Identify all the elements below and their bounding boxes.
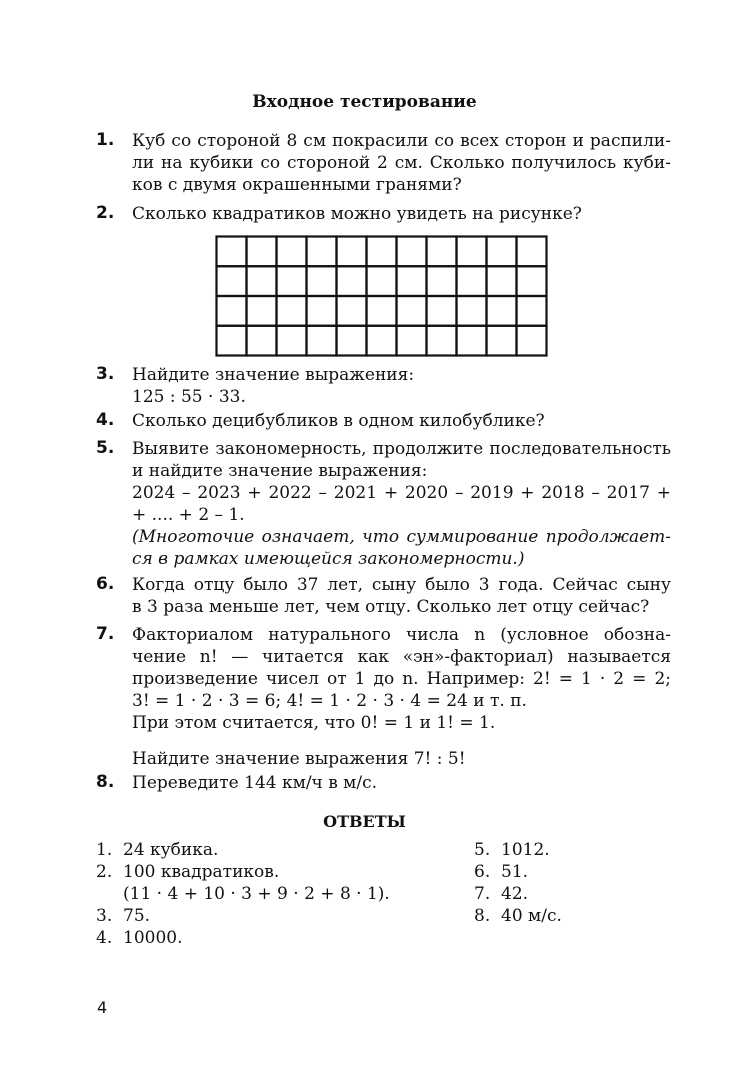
grid-cell — [397, 296, 427, 326]
grid-cell — [337, 266, 367, 296]
answers-title: ОТВЕТЫ — [323, 812, 406, 831]
problem-number: 5. — [96, 438, 115, 458]
answer-item — [96, 840, 218, 860]
grid-cell — [457, 326, 487, 356]
problem-text-line: Куб со стороной 8 см покрасили со всех сторон и распили- — [132, 131, 671, 151]
grid-cell — [307, 296, 337, 326]
grid-cell — [457, 237, 487, 267]
grid-cell — [367, 296, 397, 326]
problem-text-line: Когда отцу было 37 лет, сыну было 3 года. Сейчас сыну — [132, 575, 671, 595]
grid-cell — [307, 326, 337, 356]
problem-text-line: Найдите значение выражения: — [132, 365, 415, 385]
grid-cell — [457, 266, 487, 296]
grid-cell — [277, 266, 307, 296]
grid-cell — [247, 326, 277, 356]
answer-item — [96, 906, 150, 926]
problem-5 — [96, 438, 671, 570]
problem-text-line: Выявите закономерность, продолжите последовательность — [132, 439, 671, 459]
answer-text: 42. — [501, 884, 529, 904]
problem-number: 7. — [96, 624, 115, 644]
grid-cell — [427, 326, 457, 356]
answer-item — [474, 884, 528, 904]
problem-number: 2. — [96, 203, 115, 223]
problem-number: 3. — [96, 364, 115, 384]
problem-text-line: Сколько квадратиков можно увидеть на рисунке? — [132, 204, 582, 224]
problem-expression: 2024 – 2023 + 2022 – 2021 + 2020 – 2019 + 2018 – 2017 + — [132, 483, 671, 503]
answer-number: 6. — [474, 862, 491, 882]
grid-cell — [487, 237, 517, 267]
grid-cell — [517, 296, 547, 326]
grid-cell — [517, 237, 547, 267]
problem-note-line: (Многоточие означает, что суммирование продолжает- — [132, 527, 671, 547]
grid-cell — [367, 237, 397, 267]
grid-svg — [215, 235, 548, 357]
problem-text-line: чение n! — читается как «эн»-факториал) называется — [132, 647, 671, 667]
grid-cell — [277, 237, 307, 267]
grid-cell — [517, 326, 547, 356]
problem-number: 8. — [96, 772, 115, 792]
answer-text: (11 · 4 + 10 · 3 + 9 · 2 + 8 · 1). — [123, 884, 390, 904]
grid-cell — [247, 296, 277, 326]
answer-number: 8. — [474, 906, 491, 926]
grid-cell — [307, 237, 337, 267]
answer-text: 75. — [123, 906, 151, 926]
problem-3 — [96, 364, 671, 408]
problem-note-line: ся в рамках имеющейся закономерности.) — [132, 549, 525, 569]
grid-cell — [307, 266, 337, 296]
squares-grid-figure — [215, 235, 548, 357]
grid-cell — [367, 266, 397, 296]
problem-number: 6. — [96, 574, 115, 594]
grid-cell — [217, 237, 247, 267]
grid-cell — [487, 266, 517, 296]
answer-number: 4. — [96, 928, 113, 948]
grid-cell — [487, 296, 517, 326]
answer-item — [96, 862, 279, 882]
answer-number: 2. — [96, 862, 113, 882]
problem-2 — [96, 203, 671, 225]
grid-cell — [457, 296, 487, 326]
grid-cell — [367, 326, 397, 356]
page-number: 4 — [97, 998, 108, 1017]
grid-cell — [277, 296, 307, 326]
problem-text-line: в 3 раза меньше лет, чем отцу. Сколько лет отцу сейчас? — [132, 597, 650, 617]
problem-number: 4. — [96, 410, 115, 430]
problem-number: 1. — [96, 130, 115, 150]
grid-cell — [217, 266, 247, 296]
answer-number: 5. — [474, 840, 491, 860]
problem-expression: 125 : 55 · 33. — [132, 387, 246, 407]
answer-text: 10000. — [123, 928, 183, 948]
grid-cell — [337, 237, 367, 267]
grid-cell — [247, 266, 277, 296]
answer-item — [474, 862, 528, 882]
answer-number: 7. — [474, 884, 491, 904]
answer-item — [96, 884, 390, 904]
grid-cell — [427, 296, 457, 326]
grid-cell — [397, 266, 427, 296]
problem-text-line: Сколько децибубликов в одном килобублике? — [132, 411, 545, 431]
answer-text: 51. — [501, 862, 529, 882]
problem-text-line: Факториалом натурального числа n (условное обозна- — [132, 625, 671, 645]
answer-item — [96, 928, 182, 948]
problem-1 — [96, 130, 671, 196]
grid-cell — [397, 237, 427, 267]
answer-item — [474, 840, 550, 860]
grid-cell — [517, 266, 547, 296]
problem-text-line: 3! = 1 · 2 · 3 = 6; 4! = 1 · 2 · 3 · 4 = 24 и т. п. — [132, 691, 527, 711]
answer-text: 40 м/с. — [501, 906, 562, 926]
grid-cell — [397, 326, 427, 356]
problem-text-line: и найдите значение выражения: — [132, 461, 428, 481]
problem-7 — [96, 624, 671, 770]
grid-cell — [277, 326, 307, 356]
problem-6 — [96, 574, 671, 618]
problem-expression: + .... + 2 – 1. — [132, 505, 245, 525]
grid-cell — [217, 326, 247, 356]
grid-cell — [337, 326, 367, 356]
grid-cell — [337, 296, 367, 326]
grid-cell — [247, 237, 277, 267]
grid-cell — [487, 326, 517, 356]
problem-question: Найдите значение выражения 7! : 5! — [132, 749, 466, 769]
problem-text-line: произведение чисел от 1 до n. Например: 2! = 1 · 2 = 2; — [132, 669, 671, 689]
answer-number: 3. — [96, 906, 113, 926]
grid-cell — [427, 237, 457, 267]
problem-text-line: ли на кубики со стороной 2 см. Сколько получилось куби- — [132, 153, 671, 173]
problem-text-line: Переведите 144 км/ч в м/с. — [132, 773, 378, 793]
problem-4 — [96, 410, 671, 432]
answer-text: 100 квадратиков. — [123, 862, 280, 882]
grid-cell — [217, 296, 247, 326]
answer-item — [474, 906, 562, 926]
page-title: Входное тестирование — [252, 92, 477, 112]
grid-cell — [427, 266, 457, 296]
problem-text-line: При этом считается, что 0! = 1 и 1! = 1. — [132, 713, 496, 733]
answer-text: 24 кубика. — [123, 840, 219, 860]
problem-text-line: ков с двумя окрашенными гранями? — [132, 175, 462, 195]
answer-number: 1. — [96, 840, 113, 860]
problem-8 — [96, 772, 671, 794]
answer-text: 1012. — [501, 840, 550, 860]
